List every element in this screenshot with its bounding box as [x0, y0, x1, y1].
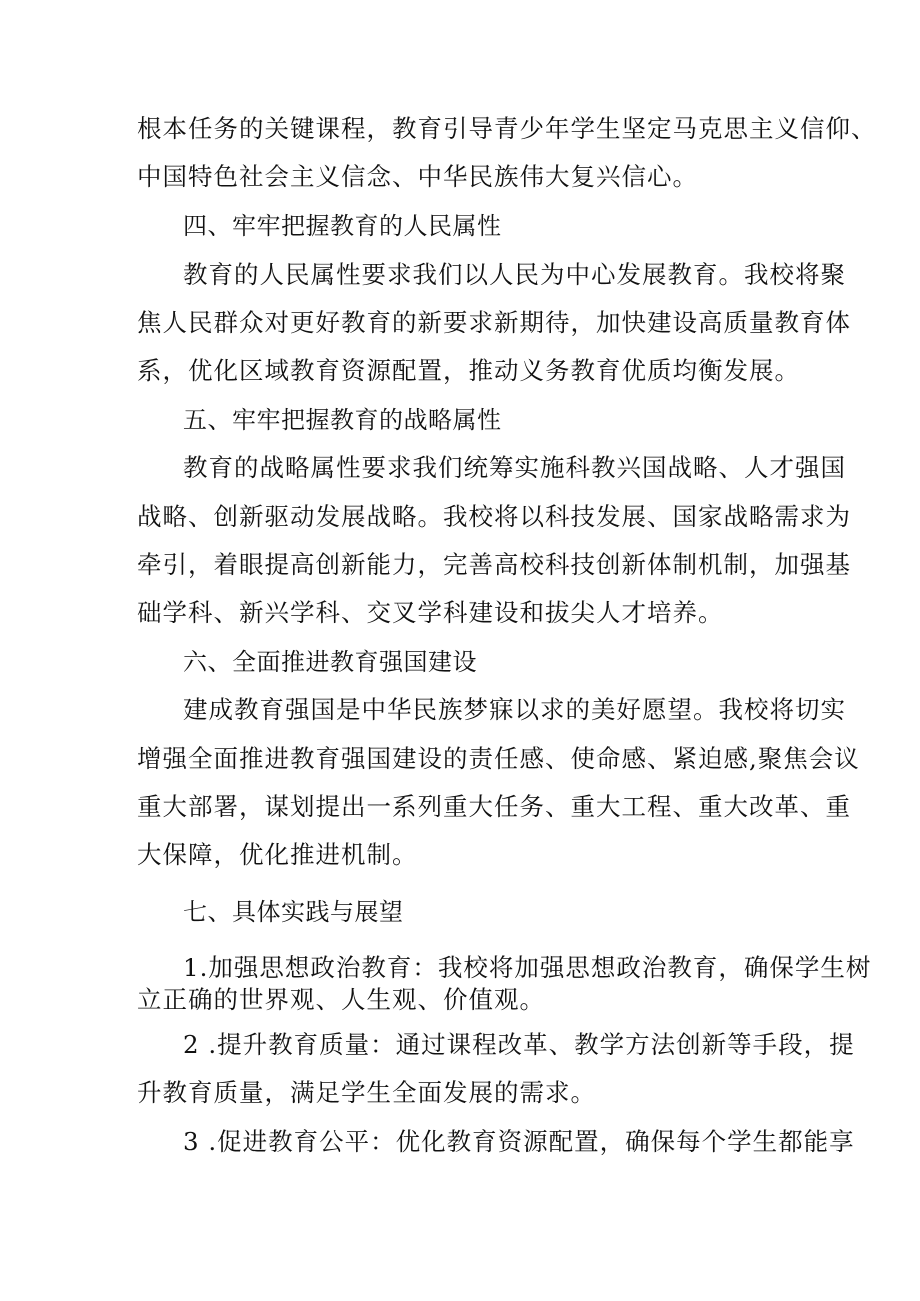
list-item-line: 3 .促进教育公平：优化教育资源配置，确保每个学生都能享	[183, 1127, 855, 1156]
paragraph-line: 建成教育强国是中华民族梦寐以求的美好愿望。我校将切实	[183, 695, 846, 724]
paragraph-line: 重大部署，谋划提出一系列重大任务、重大工程、重大改革、重	[137, 792, 851, 821]
section-heading-5: 五、牢牢把握教育的战略属性	[183, 406, 502, 434]
paragraph-line: 大保障，优化推进机制。	[137, 840, 418, 869]
paragraph-line: 焦人民群众对更好教育的新要求新期待，加快建设高质量教育体	[137, 308, 851, 337]
list-item-line: 立正确的世界观、人生观、价值观。	[137, 985, 545, 1014]
paragraph-line: 牵引，着眼提高创新能力，完善高校科技创新体制机制，加强基	[137, 550, 851, 579]
section-heading-4: 四、牢牢把握教育的人民属性	[183, 212, 502, 240]
paragraph-line: 增强全面推进教育强国建设的责任感、使命感、紧迫感,聚焦会议	[137, 744, 860, 773]
paragraph-line: 础学科、新兴学科、交叉学科建设和拔尖人才培养。	[137, 598, 724, 627]
list-item-line: 2 .提升教育质量：通过课程改革、教学方法创新等手段，提	[183, 1030, 855, 1059]
paragraph-line: 中国特色社会主义信念、中华民族伟大复兴信心。	[137, 162, 698, 191]
list-item-line: 1.加强思想政治教育：我校将加强思想政治教育，确保学生树	[183, 953, 872, 982]
section-heading-6: 六、全面推进教育强国建设	[183, 648, 477, 676]
paragraph-line: 系，优化区域教育资源配置，推动义务教育优质均衡发展。	[137, 356, 800, 385]
list-item-line: 升教育质量，满足学生全面发展的需求。	[137, 1078, 596, 1107]
paragraph-line: 教育的人民属性要求我们以人民为中心发展教育。我校将聚	[183, 260, 846, 289]
paragraph-line: 根本任务的关键课程，教育引导青少年学生坚定马克思主义信仰、	[137, 114, 877, 143]
paragraph-line: 教育的战略属性要求我们统筹实施科教兴国战略、人才强国	[183, 453, 846, 482]
paragraph-line: 战略、创新驱动发展战略。我校将以科技发展、国家战略需求为	[137, 502, 851, 531]
section-heading-7: 七、具体实践与展望	[183, 898, 404, 926]
